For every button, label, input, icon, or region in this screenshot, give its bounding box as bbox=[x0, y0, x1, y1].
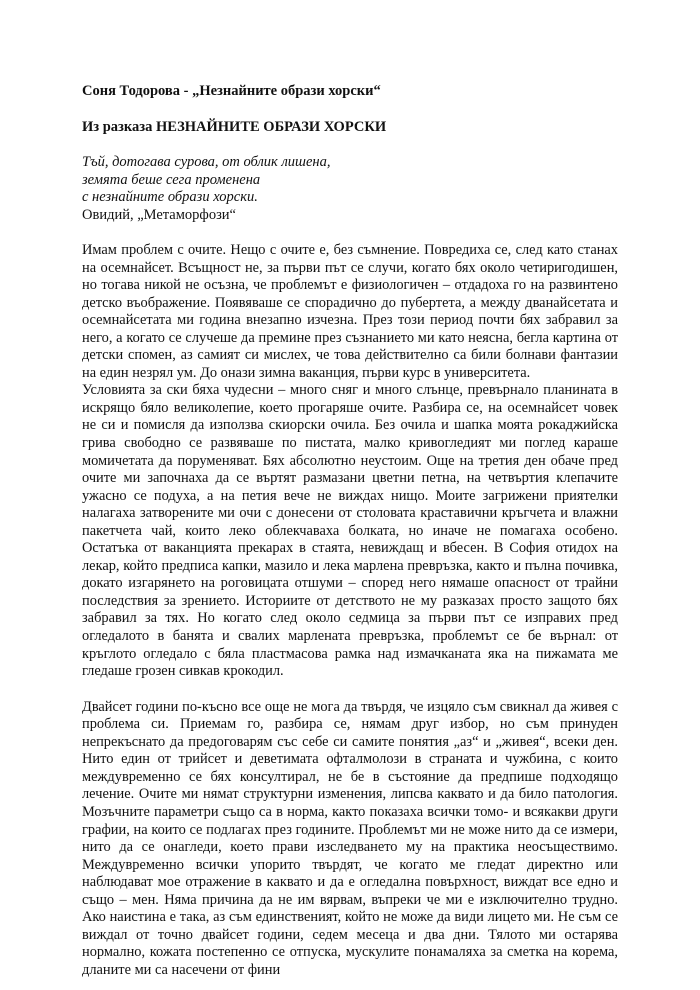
paragraph-1: Имам проблем с очите. Нещо с очите е, без съмнение. Повредиха се, след като станах на осемнайсет. Всъщност не, за първи път се случи, когато бях около четиригодишен, но тогава никой не осъзна, че проблемът е физиологичен – отдадоха го на развинтено детско въображение. Появяваше се спорадично до пубертета, а между дванайсетата и осемнайсетата ми година внезапно изчезна. През този период почти бях забравил за него, а когато се случеше да премине през съзнанието ми като неясна, бегла картина от детски спомен, аз самият си мислех, че това действително са били болнави фантазии на един незрял ум. До онази зимна ваканция, първи курс в университета. bbox=[82, 242, 618, 381]
epigraph bbox=[82, 154, 618, 224]
epigraph-line: земята беше сега променена bbox=[82, 171, 261, 188]
story-title: Из разказа НЕЗНАЙНИТЕ ОБРАЗИ ХОРСКИ bbox=[82, 119, 387, 135]
epigraph-line: с незнайните образи хорски. bbox=[82, 189, 258, 205]
epigraph-source: Овидий, „Метаморфози“ bbox=[82, 206, 236, 223]
epigraph-line: Тъй, дотогава сурова, от облик лишена, bbox=[82, 154, 331, 170]
paragraph-2: Условията за ски бяха чудесни – много сняг и много слънце, превърнало планината в искрящо бяло великолепие, което прогаряше очите. Разбира се, на осемнайсет човек не си и помисля да използва скиорски очила. Без очила и шапка моята рокаджийска грива свободно се развяваше по пистата, малко кривогледият ми поглед караше момичетата да поруменяват. Бях абсолютно неустоим. Още на третия ден обаче пред очите ми започнаха да се въртят размазани цветни петна, на четвъртия клепачите ужасно се подуха, а на петия вече не виждах нищо. Моите загрижени приятелки налагаха затворените ми очи с донесени от столовата краставични кръгчета и влажни пакетчета чай, които леко облекчаваха болката, но иначе не помагаха особено. Остатъка от ваканцията прекарах в стаята, невиждащ и вбесен. В София отидох на лекар, който предписа капки, мазило и лека марлена превръзка, както и пълна почивка, докато изгарянето на роговицата отшуми – според него нямаше опасност от трайни последствия за зрението. Историите от детството не му разказах просто защото бях забравил за тях. Но когато след около седмица за първи път се изправих пред огледалото в банята и свалих марлената превръзка, проблемът се бе върнал: от кръглото огледало с бяла пластмасова рамка над измачканата яка на пижамата ме гледаше грозен сивкав крокодил. bbox=[82, 382, 618, 680]
paragraph-3: Двайсет години по-късно все още не мога да твърдя, че изцяло съм свикнал да живея с проблема си. Приемам го, разбира се, нямам друг избор, но съм принуден непрекъснато да предоговарям със себе си самите понятия „аз“ и „живея“, всеки ден. Нито един от трийсет и деветимата офталмолози в страната и чужбина, с които междувременно се бях консултирал, не бе в състояние да предпише подходящо лечение. Очите ми нямат структурни изменения, липсва каквато и да било патология. Мозъчните параметри също са в норма, както показаха всички томо- и всякакви други графии, на които се подлагах през годините. Проблемът ми не може нито да се измери, нито да се онагледи, което прави изследването му на практика неосъществимо. Междувременно всички упорито твърдят, че когато ме гледат директно или наблюдават мое отражение в каквато и да е огледална повърхност, виждат все едно и също – мен. Няма причина да не им вярвам, въпреки че ми е изключително трудно. Ако наистина е така, аз съм единственият, който не може да види лицето ми. Не съм се виждал от точно двайсет години, седем месеца и два дни. Тялото ми остарява нормално, кожата постепенно се отпуска, мускулите понамаляха за сметка на корема, дланите ми са насечени от фини bbox=[82, 698, 618, 978]
document-header: Соня Тодорова - „Незнайните образи хорски“ bbox=[82, 83, 381, 99]
document-page bbox=[82, 82, 618, 979]
